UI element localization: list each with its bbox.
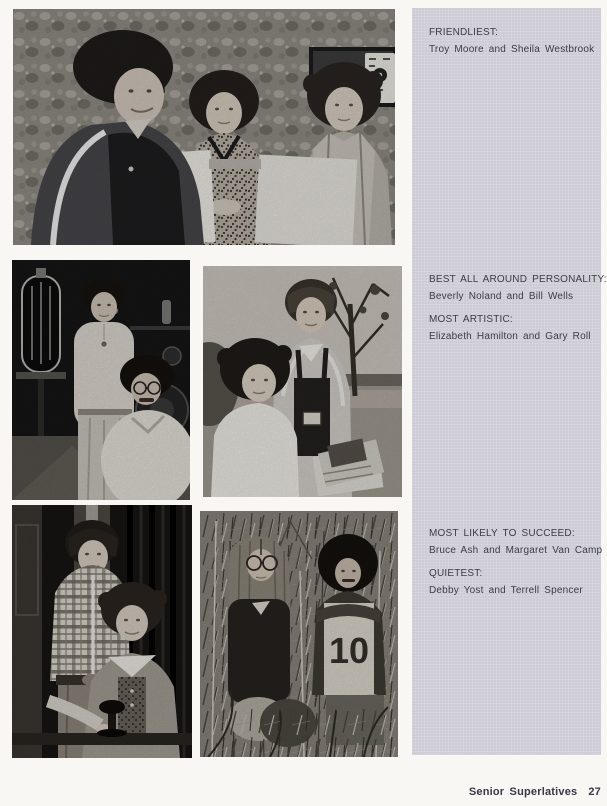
section-title: Senior Superlatives: [468, 786, 578, 798]
superlative-names: Bruce Ash and Margaret Van Camp: [429, 545, 603, 556]
superlative-category: BEST ALL AROUND PERSONALITY:: [429, 274, 607, 285]
superlative-entry: [429, 525, 603, 559]
caption-group-friendliest: [429, 24, 595, 64]
superlative-category: MOST ARTISTIC:: [429, 314, 513, 325]
superlative-entry: [429, 271, 607, 305]
superlative-category: QUIETEST:: [429, 568, 483, 579]
photo-top-friendliest: [13, 9, 395, 245]
superlative-category: MOST LIKELY TO SUCCEED:: [429, 528, 575, 539]
photo-bottom-center: [200, 511, 398, 757]
superlative-entry: [429, 565, 595, 599]
photo-middle-left: [12, 260, 190, 500]
photo-middle-center: [203, 266, 402, 497]
photo-bottom-left: [12, 505, 192, 758]
jersey-number: 10: [328, 630, 370, 671]
superlatives-panel: [412, 8, 607, 755]
superlative-names: Elizabeth Hamilton and Gary Roll: [429, 331, 591, 342]
superlative-names: Troy Moore and Sheila Westbrook: [429, 44, 595, 55]
superlative-entry: [429, 311, 595, 345]
page-footer: [469, 786, 601, 798]
caption-group-personality-artistic: [429, 271, 607, 351]
superlative-names: Debby Yost and Terrell Spencer: [429, 585, 583, 596]
page-number: 27: [588, 786, 601, 798]
superlative-names: Beverly Noland and Bill Wells: [429, 291, 574, 302]
superlative-category: FRIENDLIEST:: [429, 27, 499, 38]
caption-group-succeed-quietest: [429, 525, 603, 605]
superlative-entry: [429, 24, 595, 58]
